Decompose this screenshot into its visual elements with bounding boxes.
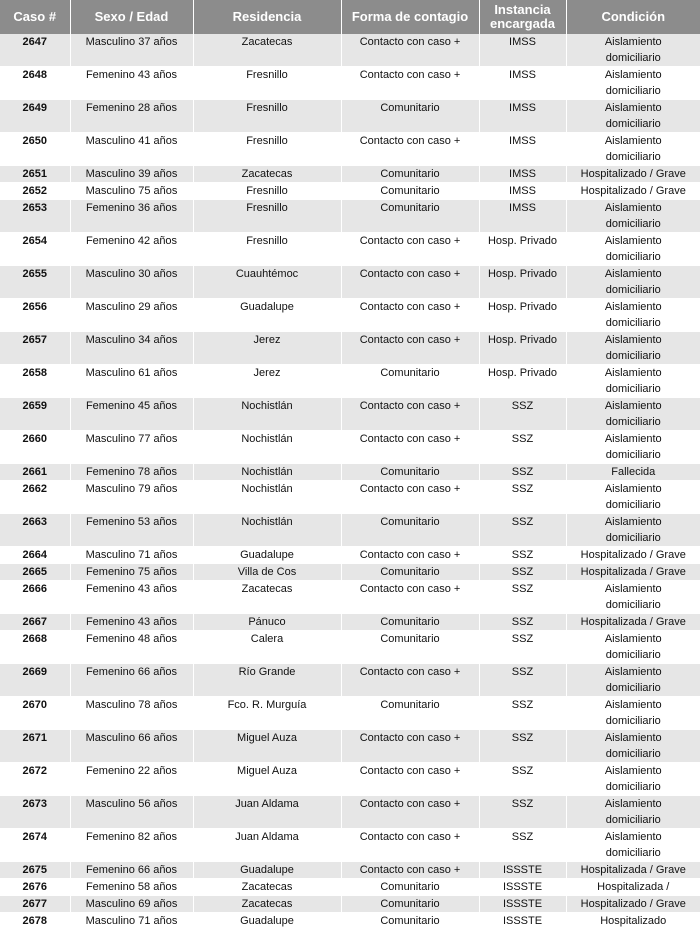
cell-forma: Comunitario bbox=[341, 514, 479, 547]
cell-instancia: SSZ bbox=[479, 564, 566, 581]
table-row bbox=[0, 697, 700, 730]
cell-residencia: Zacatecas bbox=[193, 879, 341, 896]
condicion-line-2: domiciliario bbox=[605, 85, 661, 97]
condicion-line-2: domiciliario bbox=[605, 416, 661, 428]
condicion-line-1: Aislamiento bbox=[604, 301, 662, 313]
cell-condicion bbox=[566, 332, 700, 365]
header-forma-contagio: Forma de contagio bbox=[341, 0, 479, 34]
cell-instancia: SSZ bbox=[479, 398, 566, 431]
condicion-line-2: domiciliario bbox=[605, 649, 661, 661]
cell-forma: Contacto con caso + bbox=[341, 67, 479, 100]
cell-sexo-edad: Masculino 71 años bbox=[70, 913, 193, 930]
cell-caso: 2661 bbox=[0, 464, 70, 481]
cell-residencia: Guadalupe bbox=[193, 547, 341, 564]
cell-caso: 2659 bbox=[0, 398, 70, 431]
condicion-line-1: Aislamiento bbox=[604, 135, 662, 147]
condicion-line-1: Aislamiento bbox=[604, 69, 662, 81]
table-row bbox=[0, 266, 700, 299]
cell-caso: 2677 bbox=[0, 896, 70, 913]
cell-residencia: Fresnillo bbox=[193, 233, 341, 266]
cell-condicion bbox=[566, 464, 700, 481]
cell-forma: Comunitario bbox=[341, 464, 479, 481]
condicion-line-1: Aislamiento bbox=[604, 102, 662, 114]
table-row bbox=[0, 763, 700, 796]
cell-sexo-edad: Femenino 58 años bbox=[70, 879, 193, 896]
table-row bbox=[0, 631, 700, 664]
cell-forma: Comunitario bbox=[341, 100, 479, 133]
condicion-line-2: domiciliario bbox=[605, 251, 661, 263]
cell-instancia: ISSSTE bbox=[479, 896, 566, 913]
cell-forma: Contacto con caso + bbox=[341, 796, 479, 829]
table-row bbox=[0, 183, 700, 200]
condicion-line-2: domiciliario bbox=[605, 599, 661, 611]
cell-forma: Comunitario bbox=[341, 913, 479, 930]
cell-condicion bbox=[566, 100, 700, 133]
cell-sexo-edad: Femenino 42 años bbox=[70, 233, 193, 266]
cell-condicion bbox=[566, 365, 700, 398]
condicion-line-1: Aislamiento bbox=[604, 732, 662, 744]
cell-forma: Comunitario bbox=[341, 365, 479, 398]
cell-instancia: Hosp. Privado bbox=[479, 233, 566, 266]
cell-forma: Contacto con caso + bbox=[341, 431, 479, 464]
cell-residencia: Juan Aldama bbox=[193, 796, 341, 829]
cell-residencia: Nochistlán bbox=[193, 481, 341, 514]
cell-condicion bbox=[566, 299, 700, 332]
cell-residencia: Zacatecas bbox=[193, 581, 341, 614]
cell-condicion bbox=[566, 200, 700, 233]
condicion-line-2: domiciliario bbox=[605, 781, 661, 793]
cell-residencia: Pánuco bbox=[193, 614, 341, 631]
header-condicion: Condición bbox=[566, 0, 700, 34]
cell-forma: Comunitario bbox=[341, 697, 479, 730]
cell-residencia: Guadalupe bbox=[193, 913, 341, 930]
cell-condicion bbox=[566, 266, 700, 299]
cell-condicion bbox=[566, 183, 700, 200]
cell-forma: Contacto con caso + bbox=[341, 664, 479, 697]
cell-forma: Comunitario bbox=[341, 631, 479, 664]
cell-instancia: SSZ bbox=[479, 796, 566, 829]
header-row bbox=[0, 0, 700, 34]
cell-forma: Contacto con caso + bbox=[341, 730, 479, 763]
table-row bbox=[0, 564, 700, 581]
header-caso: Caso # bbox=[0, 0, 70, 34]
cell-forma: Comunitario bbox=[341, 896, 479, 913]
cell-caso: 2674 bbox=[0, 829, 70, 862]
table-row bbox=[0, 896, 700, 913]
table-row bbox=[0, 879, 700, 896]
cell-sexo-edad: Masculino 69 años bbox=[70, 896, 193, 913]
cell-forma: Contacto con caso + bbox=[341, 398, 479, 431]
cell-sexo-edad: Masculino 78 años bbox=[70, 697, 193, 730]
condicion-line-1: Hospitalizado bbox=[600, 915, 667, 927]
condicion-line-1: Aislamiento bbox=[604, 765, 662, 777]
table-row bbox=[0, 34, 700, 67]
table-body bbox=[0, 34, 700, 930]
condicion-line-2: domiciliario bbox=[605, 284, 661, 296]
cell-forma: Comunitario bbox=[341, 614, 479, 631]
table-row bbox=[0, 200, 700, 233]
cell-residencia: Fresnillo bbox=[193, 100, 341, 133]
cell-caso: 2653 bbox=[0, 200, 70, 233]
cell-caso: 2669 bbox=[0, 664, 70, 697]
cell-instancia: SSZ bbox=[479, 763, 566, 796]
condicion-line-1: Hospitalizada / bbox=[597, 881, 670, 893]
condicion-line-1: Fallecida bbox=[611, 466, 656, 478]
cell-instancia: SSZ bbox=[479, 730, 566, 763]
condicion-line-1: Aislamiento bbox=[604, 516, 662, 528]
table-row bbox=[0, 398, 700, 431]
cell-instancia: SSZ bbox=[479, 631, 566, 664]
table-row bbox=[0, 514, 700, 547]
table-row bbox=[0, 664, 700, 697]
cell-sexo-edad: Masculino 41 años bbox=[70, 133, 193, 166]
table-row bbox=[0, 299, 700, 332]
cell-caso: 2673 bbox=[0, 796, 70, 829]
condicion-line-2: domiciliario bbox=[605, 682, 661, 694]
cell-instancia: IMSS bbox=[479, 34, 566, 67]
condicion-line-2: domiciliario bbox=[605, 52, 661, 64]
header-instancia: Instancia encargada bbox=[479, 0, 566, 34]
cell-instancia: SSZ bbox=[479, 431, 566, 464]
cell-caso: 2648 bbox=[0, 67, 70, 100]
cell-instancia: SSZ bbox=[479, 464, 566, 481]
cell-instancia: Hosp. Privado bbox=[479, 332, 566, 365]
cell-condicion bbox=[566, 614, 700, 631]
cell-sexo-edad: Femenino 28 años bbox=[70, 100, 193, 133]
cell-instancia: Hosp. Privado bbox=[479, 299, 566, 332]
cell-forma: Contacto con caso + bbox=[341, 133, 479, 166]
cell-residencia: Río Grande bbox=[193, 664, 341, 697]
cell-caso: 2650 bbox=[0, 133, 70, 166]
condicion-line-1: Aislamiento bbox=[604, 699, 662, 711]
cell-forma: Comunitario bbox=[341, 166, 479, 183]
cell-condicion bbox=[566, 862, 700, 879]
cell-condicion bbox=[566, 631, 700, 664]
cell-condicion bbox=[566, 514, 700, 547]
cell-caso: 2660 bbox=[0, 431, 70, 464]
cell-sexo-edad: Masculino 61 años bbox=[70, 365, 193, 398]
cell-residencia: Fco. R. Murguía bbox=[193, 697, 341, 730]
condicion-line-2: domiciliario bbox=[605, 847, 661, 859]
cell-residencia: Guadalupe bbox=[193, 862, 341, 879]
table-row bbox=[0, 166, 700, 183]
cell-instancia: Hosp. Privado bbox=[479, 266, 566, 299]
cell-instancia: SSZ bbox=[479, 581, 566, 614]
cell-condicion bbox=[566, 481, 700, 514]
cell-condicion bbox=[566, 67, 700, 100]
cell-instancia: IMSS bbox=[479, 166, 566, 183]
cell-sexo-edad: Femenino 43 años bbox=[70, 581, 193, 614]
condicion-line-1: Aislamiento bbox=[604, 367, 662, 379]
cell-forma: Contacto con caso + bbox=[341, 34, 479, 67]
cell-residencia: Juan Aldama bbox=[193, 829, 341, 862]
table-row bbox=[0, 862, 700, 879]
cell-forma: Contacto con caso + bbox=[341, 481, 479, 514]
cell-sexo-edad: Masculino 37 años bbox=[70, 34, 193, 67]
cell-sexo-edad: Femenino 53 años bbox=[70, 514, 193, 547]
cell-sexo-edad: Femenino 22 años bbox=[70, 763, 193, 796]
cell-sexo-edad: Masculino 29 años bbox=[70, 299, 193, 332]
cell-caso: 2647 bbox=[0, 34, 70, 67]
cell-caso: 2671 bbox=[0, 730, 70, 763]
cell-forma: Contacto con caso + bbox=[341, 299, 479, 332]
cell-residencia: Zacatecas bbox=[193, 896, 341, 913]
cell-residencia: Jerez bbox=[193, 365, 341, 398]
cell-caso: 2656 bbox=[0, 299, 70, 332]
condicion-line-1: Aislamiento bbox=[604, 666, 662, 678]
cell-sexo-edad: Masculino 39 años bbox=[70, 166, 193, 183]
cell-instancia: ISSSTE bbox=[479, 862, 566, 879]
cell-sexo-edad: Masculino 30 años bbox=[70, 266, 193, 299]
cell-forma: Comunitario bbox=[341, 879, 479, 896]
table-row bbox=[0, 829, 700, 862]
condicion-line-1: Aislamiento bbox=[604, 268, 662, 280]
cell-caso: 2675 bbox=[0, 862, 70, 879]
cell-forma: Contacto con caso + bbox=[341, 862, 479, 879]
cell-instancia: ISSSTE bbox=[479, 879, 566, 896]
table-row bbox=[0, 67, 700, 100]
cell-condicion bbox=[566, 431, 700, 464]
cell-condicion bbox=[566, 879, 700, 896]
condicion-line-2: domiciliario bbox=[605, 317, 661, 329]
condicion-line-2: domiciliario bbox=[605, 118, 661, 130]
cell-condicion bbox=[566, 398, 700, 431]
cell-condicion bbox=[566, 829, 700, 862]
condicion-line-1: Aislamiento bbox=[604, 633, 662, 645]
condicion-line-1: Aislamiento bbox=[604, 583, 662, 595]
cell-residencia: Guadalupe bbox=[193, 299, 341, 332]
cell-caso: 2663 bbox=[0, 514, 70, 547]
cell-instancia: IMSS bbox=[479, 100, 566, 133]
cell-condicion bbox=[566, 796, 700, 829]
cell-caso: 2676 bbox=[0, 879, 70, 896]
cell-condicion bbox=[566, 34, 700, 67]
cell-forma: Contacto con caso + bbox=[341, 266, 479, 299]
cell-condicion bbox=[566, 547, 700, 564]
condicion-line-1: Aislamiento bbox=[604, 831, 662, 843]
cell-condicion bbox=[566, 664, 700, 697]
cell-residencia: Miguel Auza bbox=[193, 763, 341, 796]
cell-sexo-edad: Femenino 36 años bbox=[70, 200, 193, 233]
cell-sexo-edad: Masculino 71 años bbox=[70, 547, 193, 564]
cell-instancia: SSZ bbox=[479, 481, 566, 514]
cell-residencia: Fresnillo bbox=[193, 133, 341, 166]
cell-instancia: SSZ bbox=[479, 664, 566, 697]
cell-sexo-edad: Masculino 56 años bbox=[70, 796, 193, 829]
table-header bbox=[0, 0, 700, 34]
table-row bbox=[0, 581, 700, 614]
cell-condicion bbox=[566, 166, 700, 183]
condicion-line-2: domiciliario bbox=[605, 449, 661, 461]
cell-caso: 2652 bbox=[0, 183, 70, 200]
cell-residencia: Fresnillo bbox=[193, 183, 341, 200]
cell-condicion bbox=[566, 896, 700, 913]
condicion-line-1: Aislamiento bbox=[604, 433, 662, 445]
cell-instancia: SSZ bbox=[479, 614, 566, 631]
cell-sexo-edad: Masculino 34 años bbox=[70, 332, 193, 365]
cell-residencia: Cuauhtémoc bbox=[193, 266, 341, 299]
condicion-line-2: domiciliario bbox=[605, 814, 661, 826]
cell-residencia: Zacatecas bbox=[193, 34, 341, 67]
cell-caso: 2657 bbox=[0, 332, 70, 365]
cell-caso: 2662 bbox=[0, 481, 70, 514]
table-row bbox=[0, 547, 700, 564]
cell-caso: 2651 bbox=[0, 166, 70, 183]
cell-condicion bbox=[566, 233, 700, 266]
cell-instancia: SSZ bbox=[479, 547, 566, 564]
cell-caso: 2670 bbox=[0, 697, 70, 730]
cell-sexo-edad: Masculino 77 años bbox=[70, 431, 193, 464]
cell-caso: 2666 bbox=[0, 581, 70, 614]
cell-forma: Comunitario bbox=[341, 200, 479, 233]
cell-forma: Contacto con caso + bbox=[341, 547, 479, 564]
cell-residencia: Nochistlán bbox=[193, 464, 341, 481]
condicion-line-1: Aislamiento bbox=[604, 36, 662, 48]
cell-sexo-edad: Femenino 48 años bbox=[70, 631, 193, 664]
condicion-line-1: Aislamiento bbox=[604, 235, 662, 247]
table-row bbox=[0, 730, 700, 763]
condicion-line-1: Hospitalizada / Grave bbox=[580, 864, 686, 876]
condicion-line-1: Aislamiento bbox=[604, 202, 662, 214]
table-row bbox=[0, 100, 700, 133]
table-row bbox=[0, 464, 700, 481]
condicion-line-2: domiciliario bbox=[605, 748, 661, 760]
cell-condicion bbox=[566, 763, 700, 796]
cell-caso: 2672 bbox=[0, 763, 70, 796]
condicion-line-1: Aislamiento bbox=[604, 798, 662, 810]
condicion-line-1: Hospitalizado / Grave bbox=[580, 185, 686, 197]
cell-residencia: Nochistlán bbox=[193, 514, 341, 547]
cell-instancia: Hosp. Privado bbox=[479, 365, 566, 398]
cell-condicion bbox=[566, 730, 700, 763]
condicion-line-1: Aislamiento bbox=[604, 400, 662, 412]
cell-residencia: Zacatecas bbox=[193, 166, 341, 183]
cell-caso: 2667 bbox=[0, 614, 70, 631]
cell-sexo-edad: Femenino 45 años bbox=[70, 398, 193, 431]
cell-sexo-edad: Femenino 43 años bbox=[70, 67, 193, 100]
cell-condicion bbox=[566, 913, 700, 930]
condicion-line-2: domiciliario bbox=[605, 151, 661, 163]
cell-caso: 2665 bbox=[0, 564, 70, 581]
cell-sexo-edad: Femenino 43 años bbox=[70, 614, 193, 631]
cell-sexo-edad: Femenino 78 años bbox=[70, 464, 193, 481]
cell-caso: 2668 bbox=[0, 631, 70, 664]
cell-residencia: Nochistlán bbox=[193, 398, 341, 431]
condicion-line-1: Aislamiento bbox=[604, 334, 662, 346]
cell-sexo-edad: Femenino 75 años bbox=[70, 564, 193, 581]
condicion-line-1: Hospitalizada / Grave bbox=[580, 566, 686, 578]
cell-instancia: IMSS bbox=[479, 67, 566, 100]
condicion-line-2: domiciliario bbox=[605, 218, 661, 230]
condicion-line-1: Hospitalizado / Grave bbox=[580, 168, 686, 180]
table-row bbox=[0, 431, 700, 464]
cell-residencia: Jerez bbox=[193, 332, 341, 365]
cell-instancia: IMSS bbox=[479, 183, 566, 200]
header-sexo-edad: Sexo / Edad bbox=[70, 0, 193, 34]
table-row bbox=[0, 796, 700, 829]
condicion-line-2: domiciliario bbox=[605, 499, 661, 511]
table-row bbox=[0, 481, 700, 514]
cell-sexo-edad: Masculino 75 años bbox=[70, 183, 193, 200]
cell-sexo-edad: Masculino 79 años bbox=[70, 481, 193, 514]
cell-forma: Contacto con caso + bbox=[341, 332, 479, 365]
table-row bbox=[0, 614, 700, 631]
cell-forma: Contacto con caso + bbox=[341, 763, 479, 796]
cell-residencia: Fresnillo bbox=[193, 200, 341, 233]
cell-sexo-edad: Femenino 66 años bbox=[70, 862, 193, 879]
cell-sexo-edad: Masculino 66 años bbox=[70, 730, 193, 763]
cell-condicion bbox=[566, 581, 700, 614]
cell-forma: Comunitario bbox=[341, 183, 479, 200]
condicion-line-2: domiciliario bbox=[605, 532, 661, 544]
cell-instancia: SSZ bbox=[479, 829, 566, 862]
condicion-line-2: domiciliario bbox=[605, 715, 661, 727]
condicion-line-1: Hospitalizada / Grave bbox=[580, 616, 686, 628]
condicion-line-2: domiciliario bbox=[605, 350, 661, 362]
cell-caso: 2678 bbox=[0, 913, 70, 930]
table-row bbox=[0, 365, 700, 398]
cell-instancia: ISSSTE bbox=[479, 913, 566, 930]
cell-residencia: Miguel Auza bbox=[193, 730, 341, 763]
cell-condicion bbox=[566, 564, 700, 581]
cell-residencia: Calera bbox=[193, 631, 341, 664]
cell-instancia: SSZ bbox=[479, 514, 566, 547]
header-residencia: Residencia bbox=[193, 0, 341, 34]
cell-sexo-edad: Femenino 66 años bbox=[70, 664, 193, 697]
cell-condicion bbox=[566, 133, 700, 166]
cell-caso: 2664 bbox=[0, 547, 70, 564]
condicion-line-1: Aislamiento bbox=[604, 483, 662, 495]
cell-sexo-edad: Femenino 82 años bbox=[70, 829, 193, 862]
cell-caso: 2655 bbox=[0, 266, 70, 299]
cell-instancia: IMSS bbox=[479, 133, 566, 166]
condicion-line-1: Hospitalizado / Grave bbox=[580, 898, 686, 910]
cell-forma: Contacto con caso + bbox=[341, 581, 479, 614]
cell-caso: 2654 bbox=[0, 233, 70, 266]
cell-instancia: IMSS bbox=[479, 200, 566, 233]
cell-instancia: SSZ bbox=[479, 697, 566, 730]
cell-condicion bbox=[566, 697, 700, 730]
cell-caso: 2649 bbox=[0, 100, 70, 133]
cell-forma: Contacto con caso + bbox=[341, 829, 479, 862]
table-row bbox=[0, 332, 700, 365]
table-row bbox=[0, 133, 700, 166]
condicion-line-1: Hospitalizado / Grave bbox=[580, 549, 686, 561]
cell-forma: Comunitario bbox=[341, 564, 479, 581]
table-row bbox=[0, 913, 700, 930]
cell-forma: Contacto con caso + bbox=[341, 233, 479, 266]
cell-residencia: Fresnillo bbox=[193, 67, 341, 100]
cell-caso: 2658 bbox=[0, 365, 70, 398]
table-row bbox=[0, 233, 700, 266]
cell-residencia: Nochistlán bbox=[193, 431, 341, 464]
condicion-line-2: domiciliario bbox=[605, 383, 661, 395]
cell-residencia: Villa de Cos bbox=[193, 564, 341, 581]
